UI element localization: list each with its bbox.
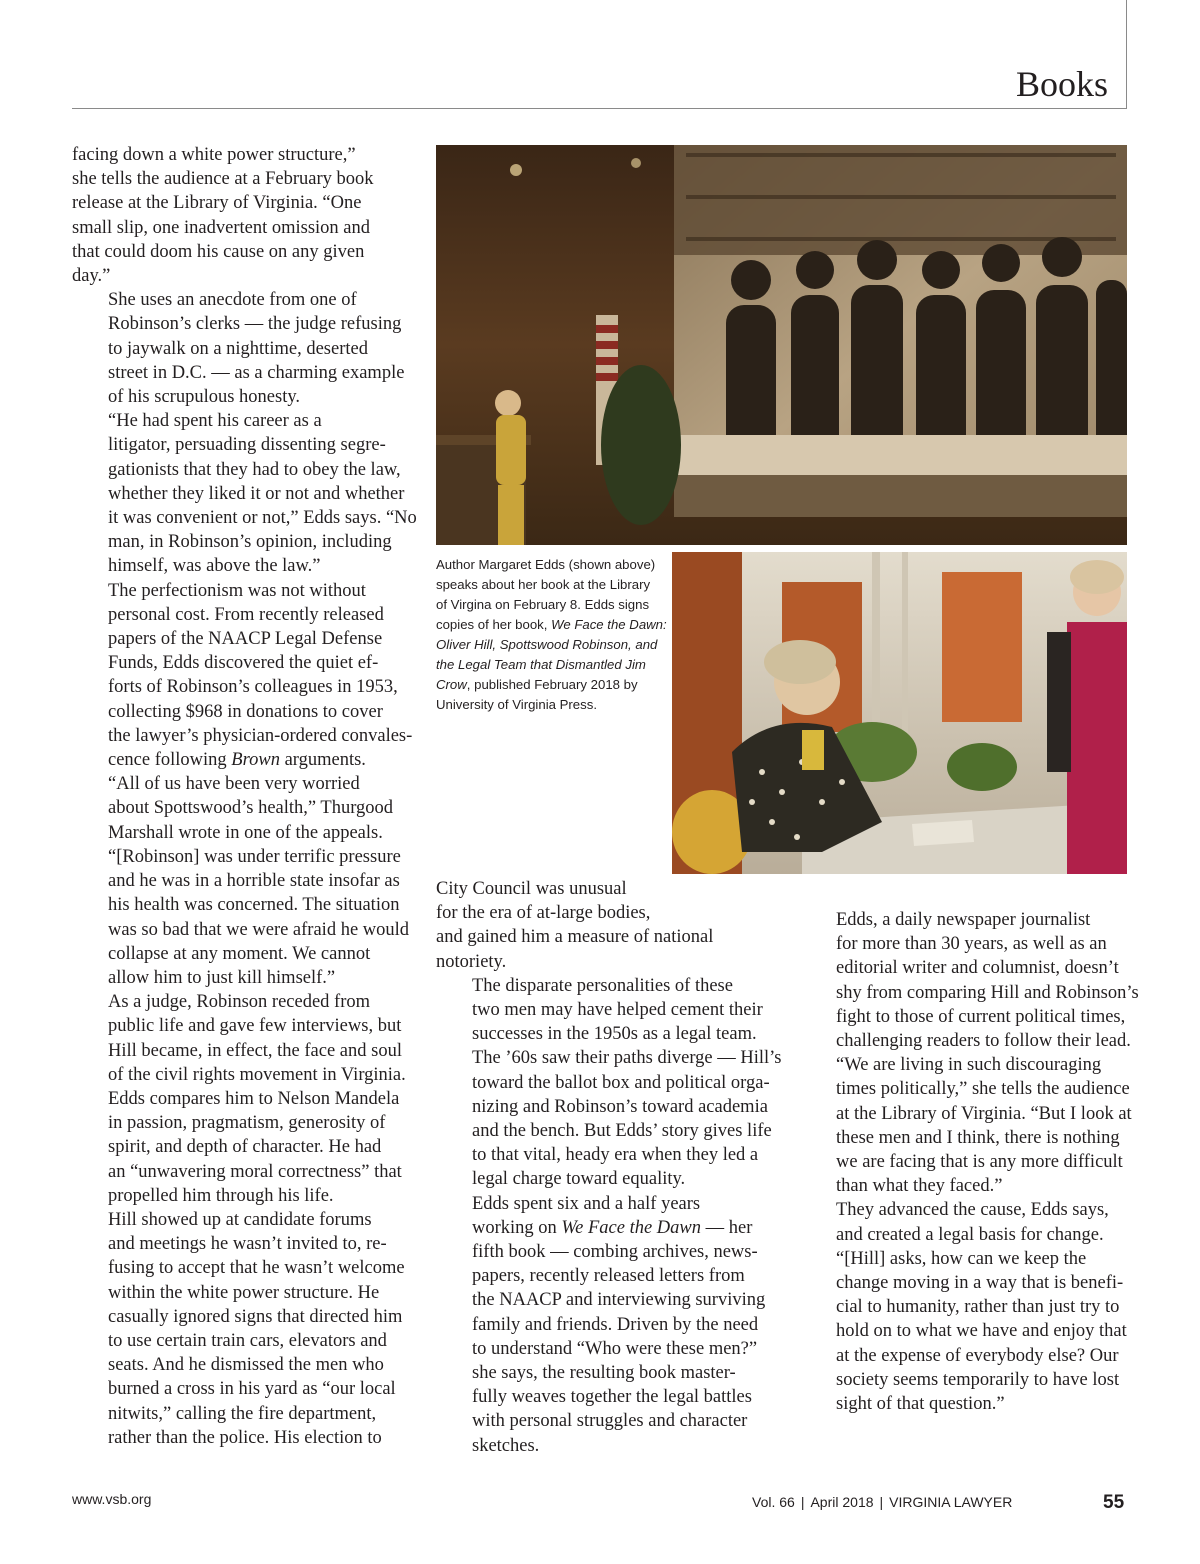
text-line: at the Library of Virginia. “But I look at: [836, 1103, 1132, 1124]
issue-date: April 2018: [810, 1494, 874, 1510]
text-line: to understand “Who were these men?”: [472, 1338, 758, 1359]
text-line: They advanced the cause, Edds says,: [836, 1200, 1109, 1221]
text-line: man, in Robinson’s opinion, including: [108, 532, 392, 553]
paragraph: [800, 908, 1139, 1198]
text-line: Funds, Edds discovered the quiet ef-: [108, 653, 379, 674]
text-line: his health was concerned. The situation: [108, 895, 400, 916]
text-line: propelled him through his life.: [108, 1185, 334, 1206]
header-rule-vertical: [1126, 0, 1127, 108]
text-line: “We are living in such discouraging: [836, 1055, 1102, 1076]
paragraph: [72, 579, 413, 773]
text-line: The perfectionism was not without: [108, 580, 366, 601]
book-title: Brown: [231, 750, 280, 771]
text-line: that could doom his cause on any given: [72, 241, 365, 262]
text-line: casually ignored signs that directed him: [108, 1306, 403, 1327]
text-line: She uses an anecdote from one of: [108, 290, 357, 311]
text-line: City Council was unusual: [436, 879, 627, 899]
text-line: and gained him a measure of national: [436, 927, 714, 948]
text-line: cial to humanity, rather than just try to: [836, 1297, 1120, 1318]
text-line: “[Robinson] was under terrific pressure: [108, 846, 401, 867]
book-signing-photo: [672, 552, 1127, 874]
article-column-2: [436, 877, 782, 1458]
text-line: to jaywalk on a nighttime, deserted: [108, 338, 368, 359]
text-line: Hill showed up at candidate forums: [108, 1209, 372, 1230]
text-line: litigator, persuading dissenting segre-: [108, 435, 386, 456]
text-line: Edds compares him to Nelson Mandela: [108, 1088, 400, 1109]
text-line: fusing to accept that he wasn’t welcome: [108, 1258, 405, 1279]
text-line: fifth book — combing archives, news-: [472, 1242, 758, 1263]
text-line: an “unwavering moral correctness” that: [108, 1161, 402, 1182]
article-column-1: [72, 143, 417, 1450]
paragraph: [436, 974, 782, 1192]
text-line: to that vital, heady era when they led a: [472, 1145, 759, 1166]
text-line: times politically,” she tells the audience: [836, 1079, 1130, 1100]
text-line: gationists that they had to obey the law,: [108, 459, 401, 480]
text-line: public life and gave few interviews, but: [108, 1016, 402, 1037]
text-line: papers of the NAACP Legal Defense: [108, 629, 383, 650]
text-line: these men and I think, there is nothing: [836, 1127, 1120, 1148]
text-line: shy from comparing Hill and Robinson’s: [836, 982, 1139, 1003]
text-line: As a judge, Robinson receded from: [108, 992, 371, 1013]
text-line: papers, recently released letters from: [472, 1266, 745, 1287]
text-line: personal cost. From recently released: [108, 604, 384, 625]
text-line: of the civil rights movement in Virginia.: [108, 1064, 406, 1085]
text-line: we are facing that is any more difficult: [836, 1152, 1123, 1173]
paragraph: [436, 877, 766, 974]
text-line: The ’60s saw their paths diverge — Hill’s: [472, 1048, 782, 1069]
text-line: Marshall wrote in one of the appeals.: [108, 822, 383, 843]
text-line: small slip, one inadvertent omission and: [72, 217, 371, 238]
paragraph: [72, 772, 410, 990]
text-line: it was convenient or not,” Edds says. “No: [108, 508, 417, 529]
volume-label: Vol. 66: [752, 1494, 795, 1510]
text-line: of his scrupulous honesty.: [108, 387, 301, 408]
text-line: spirit, and depth of character. He had: [108, 1137, 382, 1158]
text-line: toward the ballot box and political orga-: [472, 1072, 770, 1093]
text-line: Hill became, in effect, the face and soul: [108, 1040, 402, 1061]
paragraph: [72, 409, 417, 578]
text-line: about Spottswood’s health,” Thurgood: [108, 798, 394, 819]
article-column-3: [800, 908, 1139, 1416]
publication-name: VIRGINIA LAWYER: [889, 1494, 1013, 1510]
page-number: 55: [1103, 1492, 1125, 1513]
paragraph: [436, 1192, 766, 1458]
text-line: collecting $968 in donations to cover: [108, 701, 383, 722]
text-line: allow him to just kill himself.”: [108, 967, 336, 988]
text-line: rather than the police. His election to: [108, 1427, 382, 1448]
text-line: family and friends. Driven by the need: [472, 1314, 759, 1335]
text-line: fight to those of current political times,: [836, 1006, 1126, 1027]
text-line: at the expense of everybody else? Our: [836, 1345, 1119, 1366]
text-line: whether they liked it or not and whether: [108, 483, 405, 504]
text-line: Edds spent six and a half years: [472, 1193, 701, 1214]
text-line: for the era of at-large bodies,: [436, 903, 651, 924]
section-title: Books: [1015, 64, 1108, 104]
text-line: collapse at any moment. We cannot: [108, 943, 371, 964]
text-line: burned a cross in his yard as “our local: [108, 1379, 396, 1400]
text-line: The disparate personalities of these: [472, 975, 733, 996]
text-line: sketches.: [472, 1435, 540, 1456]
text-line: to use certain train cars, elevators and: [108, 1330, 387, 1351]
book-title: We Face the Dawn:: [551, 617, 667, 632]
book-title: Crow: [436, 677, 467, 692]
text-line: facing down a white power structure,”: [72, 145, 356, 165]
text-line: she says, the resulting book master-: [472, 1363, 736, 1384]
text-line: cence following Brown arguments.: [108, 750, 366, 771]
book-title: We Face the Dawn: [561, 1217, 701, 1238]
paragraph: [72, 143, 404, 288]
text-line: than what they faced.”: [836, 1176, 1003, 1197]
website-url[interactable]: www.vsb.org: [72, 1491, 152, 1507]
paragraph: [800, 1247, 1130, 1416]
caption-line-book-title: copies of her book, We Face the Dawn:: [436, 617, 667, 632]
text-line: seats. And he dismissed the men who: [108, 1355, 384, 1376]
text-line: editorial writer and columnist, doesn’t: [836, 958, 1119, 979]
photo-caption: Author Margaret Edds (shown above) speaks about her book at the Library of Virgina on February 8. Edds signs copies of her book, We Face the Dawn: Oliver Hill, Spottswood Robinson, and the Legal Team that Dismantled Jim Crow, published February 2018 by University of Virginia Press.: [436, 557, 667, 712]
text-line: “He had spent his career as a: [108, 411, 322, 432]
text-line: challenging readers to follow their lead.: [836, 1031, 1131, 1052]
caption-line-book-title: the Legal Team that Dismantled Jim: [436, 657, 646, 672]
text-line: working on We Face the Dawn — her: [472, 1217, 753, 1238]
text-line: forts of Robinson’s colleagues in 1953,: [108, 677, 398, 698]
text-line: in passion, pragmatism, generosity of: [108, 1113, 386, 1134]
caption-line-book-title: Oliver Hill, Spottswood Robinson, and: [436, 637, 658, 652]
text-line: for more than 30 years, as well as an: [836, 934, 1107, 955]
header-rule: [72, 108, 1127, 109]
text-line: fully weaves together the legal battles: [472, 1387, 752, 1408]
text-line: release at the Library of Virginia. “One: [72, 193, 362, 214]
text-line: successes in the 1950s as a legal team.: [472, 1024, 757, 1045]
text-line: nitwits,” calling the fire department,: [108, 1403, 377, 1424]
paragraph: [72, 1208, 404, 1450]
text-line: Edds, a daily newspaper journalist: [836, 910, 1091, 930]
text-line: with personal struggles and character: [472, 1411, 748, 1432]
text-line: day.”: [72, 266, 111, 287]
text-line: hold on to what we have and enjoy that: [836, 1321, 1127, 1342]
text-line: legal charge toward equality.: [472, 1169, 686, 1190]
text-line: himself, was above the law.”: [108, 556, 321, 577]
text-line: “[Hill] asks, how can we keep the: [836, 1248, 1087, 1269]
text-line: sight of that question.”: [836, 1394, 1005, 1415]
text-line: “All of us have been very worried: [108, 774, 360, 795]
text-line: street in D.C. — as a charming example: [108, 362, 405, 383]
text-line: society seems temporarily to have lost: [836, 1369, 1120, 1390]
text-line: two men may have helped cement their: [472, 1000, 763, 1021]
text-line: the lawyer’s physician-ordered convales-: [108, 725, 413, 746]
text-line: change moving in a way that is benefi-: [836, 1273, 1124, 1294]
text-line: Robinson’s clerks — the judge refusing: [108, 314, 402, 335]
text-line: and he was in a horrible state insofar as: [108, 871, 400, 892]
text-line: notoriety.: [436, 951, 507, 972]
text-line: and meetings he wasn’t invited to, re-: [108, 1234, 387, 1255]
text-line: she tells the audience at a February book: [72, 169, 374, 190]
text-line: within the white power structure. He: [108, 1282, 380, 1303]
text-line: and the bench. But Edds’ story gives life: [472, 1121, 772, 1142]
lecture-photo: [436, 145, 1127, 545]
text-line: the NAACP and interviewing surviving: [472, 1290, 766, 1311]
paragraph: [72, 990, 404, 1208]
text-line: nizing and Robinson’s toward academia: [472, 1096, 768, 1117]
issue-info: Vol. 66 | April 2018 | VIRGINIA LAWYER: [752, 1494, 1013, 1510]
caption-line-book-title: Crow, published February 2018 by: [436, 677, 638, 692]
paragraph: [72, 288, 404, 409]
text-line: and created a legal basis for change.: [836, 1224, 1104, 1245]
text-line: was so bad that we were afraid he would: [108, 919, 410, 940]
paragraph: [800, 1198, 1130, 1246]
